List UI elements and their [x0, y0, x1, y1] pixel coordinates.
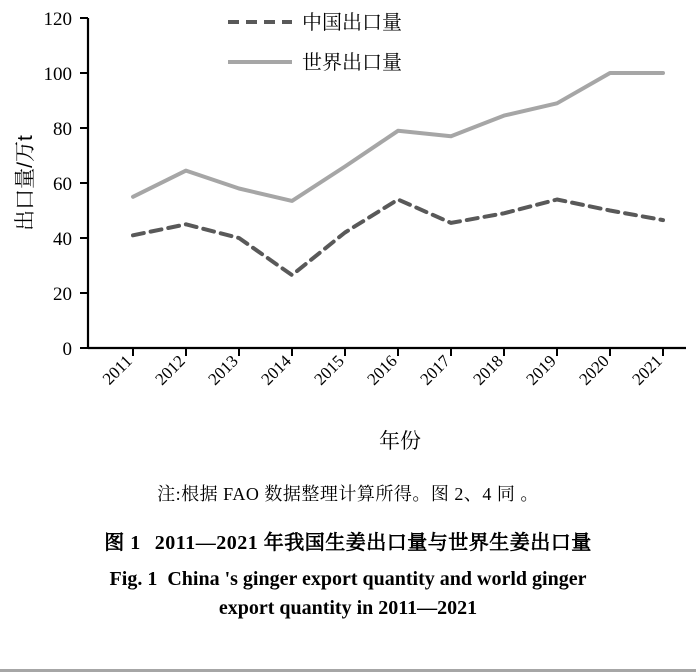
figure-note: 注:根据 FAO 数据整理计算所得。图 2、4 同 。	[157, 484, 539, 504]
x-tick-label-2021: 2021	[628, 351, 666, 389]
y-axis-ticks	[80, 18, 88, 348]
x-tick-label-2011: 2011	[98, 351, 136, 389]
figure-title-cn	[0, 526, 696, 555]
y-tick-label-80: 80	[53, 119, 72, 140]
figure-title-en-line2: export quantity in 2011—2021	[218, 597, 478, 619]
y-tick-label-60: 60	[53, 174, 72, 195]
x-tick-label-2016: 2016	[363, 351, 401, 389]
figure-title-en	[0, 565, 696, 623]
x-tick-label-2013: 2013	[204, 351, 242, 389]
series-world-export	[133, 73, 663, 201]
x-axis-ticks	[133, 348, 663, 356]
x-tick-label-2018: 2018	[469, 351, 507, 389]
y-tick-label-40: 40	[53, 229, 72, 250]
chart-legend	[228, 11, 402, 74]
legend-label-world: 世界出口量	[302, 52, 402, 74]
x-tick-label-2017: 2017	[416, 351, 454, 389]
y-tick-label-120: 120	[43, 9, 72, 30]
figure-title-en-line1: China 's ginger export quantity and world ginger	[167, 568, 587, 590]
x-tick-label-2015: 2015	[310, 351, 348, 389]
y-tick-label-0: 0	[62, 339, 72, 360]
x-tick-label-2019: 2019	[522, 351, 560, 389]
x-tick-label-2020: 2020	[575, 351, 613, 389]
figure-title-cn-text: 2011—2021 年我国生姜出口量与世界生姜出口量	[154, 532, 592, 554]
figure-caption	[0, 480, 696, 623]
figure-number-en: Fig. 1	[109, 568, 158, 590]
y-tick-label-20: 20	[53, 284, 72, 305]
x-tick-label-2012: 2012	[151, 351, 189, 389]
y-tick-label-100: 100	[43, 64, 72, 85]
x-axis-title: 年份	[379, 430, 421, 453]
x-tick-label-2014: 2014	[257, 351, 295, 389]
y-axis-title: 出口量/万t	[14, 135, 37, 231]
series-china-export	[133, 200, 663, 276]
legend-label-china: 中国出口量	[302, 12, 402, 34]
figure-number-cn: 图 1	[104, 532, 141, 554]
